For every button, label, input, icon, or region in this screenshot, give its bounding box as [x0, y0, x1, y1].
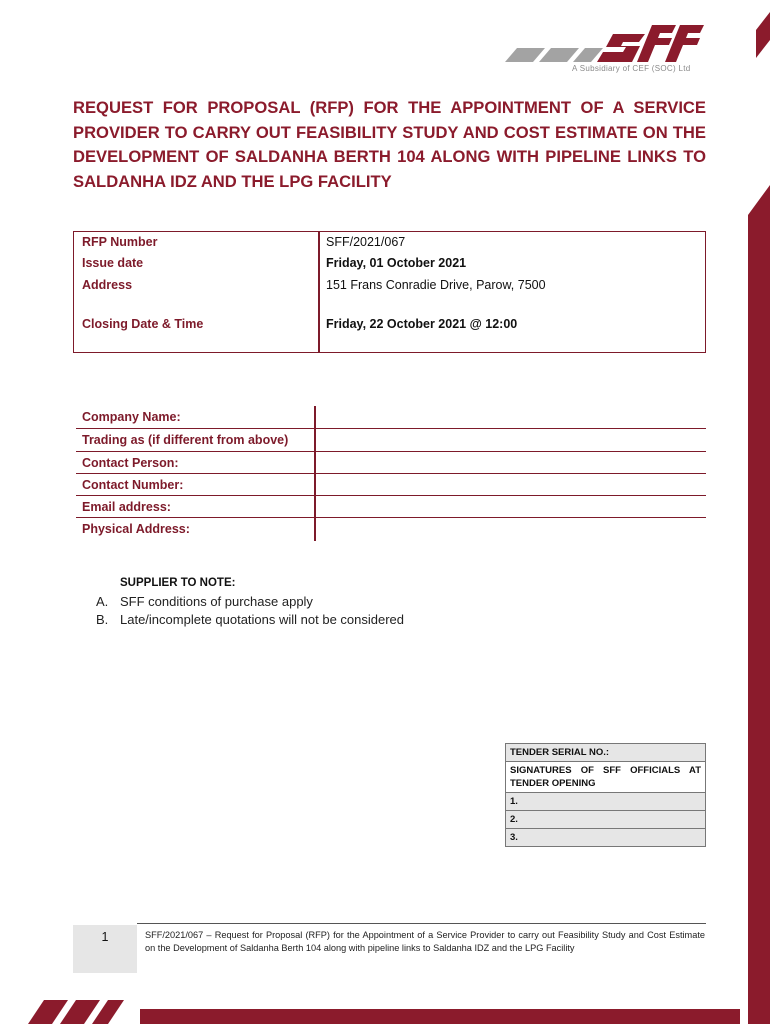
address-label: Address	[82, 278, 133, 292]
contact-number-line	[76, 495, 706, 496]
tender-box	[505, 743, 706, 847]
tender-serial-row: TENDER SERIAL NO.:	[506, 744, 705, 762]
document-title: REQUEST FOR PROPOSAL (RFP) FOR THE APPOINTMENT OF A SERVICE PROVIDER TO CARRY OUT FEASIBILITY STUDY AND COST ESTIMATE ON THE DEVELOPMENT OF SALDANHA BERTH 104 ALONG WITH PIPELINE LINKS TO SALDANHA IDZ AND THE LPG FACILITY	[73, 98, 706, 191]
footer-divider	[137, 923, 706, 924]
supplier-note-title: SUPPLIER TO NOTE:	[120, 577, 236, 589]
company-name-line	[76, 428, 706, 429]
company-name-label: Company Name:	[82, 410, 181, 424]
logo-subtitle: A Subsidiary of CEF (SOC) Ltd	[572, 64, 691, 73]
decorative-bottom-bar	[140, 1009, 740, 1024]
closing-date-label: Closing Date & Time	[82, 317, 204, 331]
physical-address-label: Physical Address:	[82, 522, 190, 536]
rfp-number-label: RFP Number	[82, 235, 158, 249]
contact-person-line	[76, 473, 706, 474]
email-line	[76, 517, 706, 518]
address-value: 151 Frans Conradie Drive, Parow, 7500	[326, 278, 546, 292]
note-item-b-letter: B.	[96, 612, 109, 627]
tender-line-1: 1.	[506, 793, 705, 811]
note-item-a-text: SFF conditions of purchase apply	[120, 594, 313, 609]
page-number: 1	[101, 930, 109, 944]
note-item-b-text: Late/incomplete quotations will not be considered	[120, 612, 405, 627]
note-item-a-letter: A.	[96, 594, 109, 609]
contact-person-label: Contact Person:	[82, 456, 179, 470]
note-item-b	[96, 612, 404, 627]
trading-as-label: Trading as (if different from above)	[82, 433, 289, 447]
footer-text: SFF/2021/067 – Request for Proposal (RFP) for the Appointment of a Service Provider to carry out Feasibility Study and Cost Estimate on the Development of Saldanha Berth 104 along with pipeline links to Saldanha IDZ and the LPG Facility	[145, 930, 705, 954]
tender-signatures-row: SIGNATURES OF SFF OFFICIALS AT TENDER OPENING	[506, 762, 705, 793]
note-item-a	[96, 594, 313, 609]
table-divider	[318, 231, 320, 353]
rfp-details-table	[73, 231, 706, 353]
tender-line-2: 2.	[506, 811, 705, 829]
trading-as-line	[76, 451, 706, 452]
issue-date-value: Friday, 01 October 2021	[326, 256, 467, 270]
contact-number-label: Contact Number:	[82, 478, 184, 492]
rfp-number-value: SFF/2021/067	[326, 235, 406, 249]
issue-date-label: Issue date	[82, 256, 144, 270]
decorative-side-band	[730, 0, 770, 1024]
closing-date-value: Friday, 22 October 2021 @ 12:00	[326, 317, 518, 331]
tender-line-3: 3.	[506, 829, 705, 846]
email-label: Email address:	[82, 500, 171, 514]
